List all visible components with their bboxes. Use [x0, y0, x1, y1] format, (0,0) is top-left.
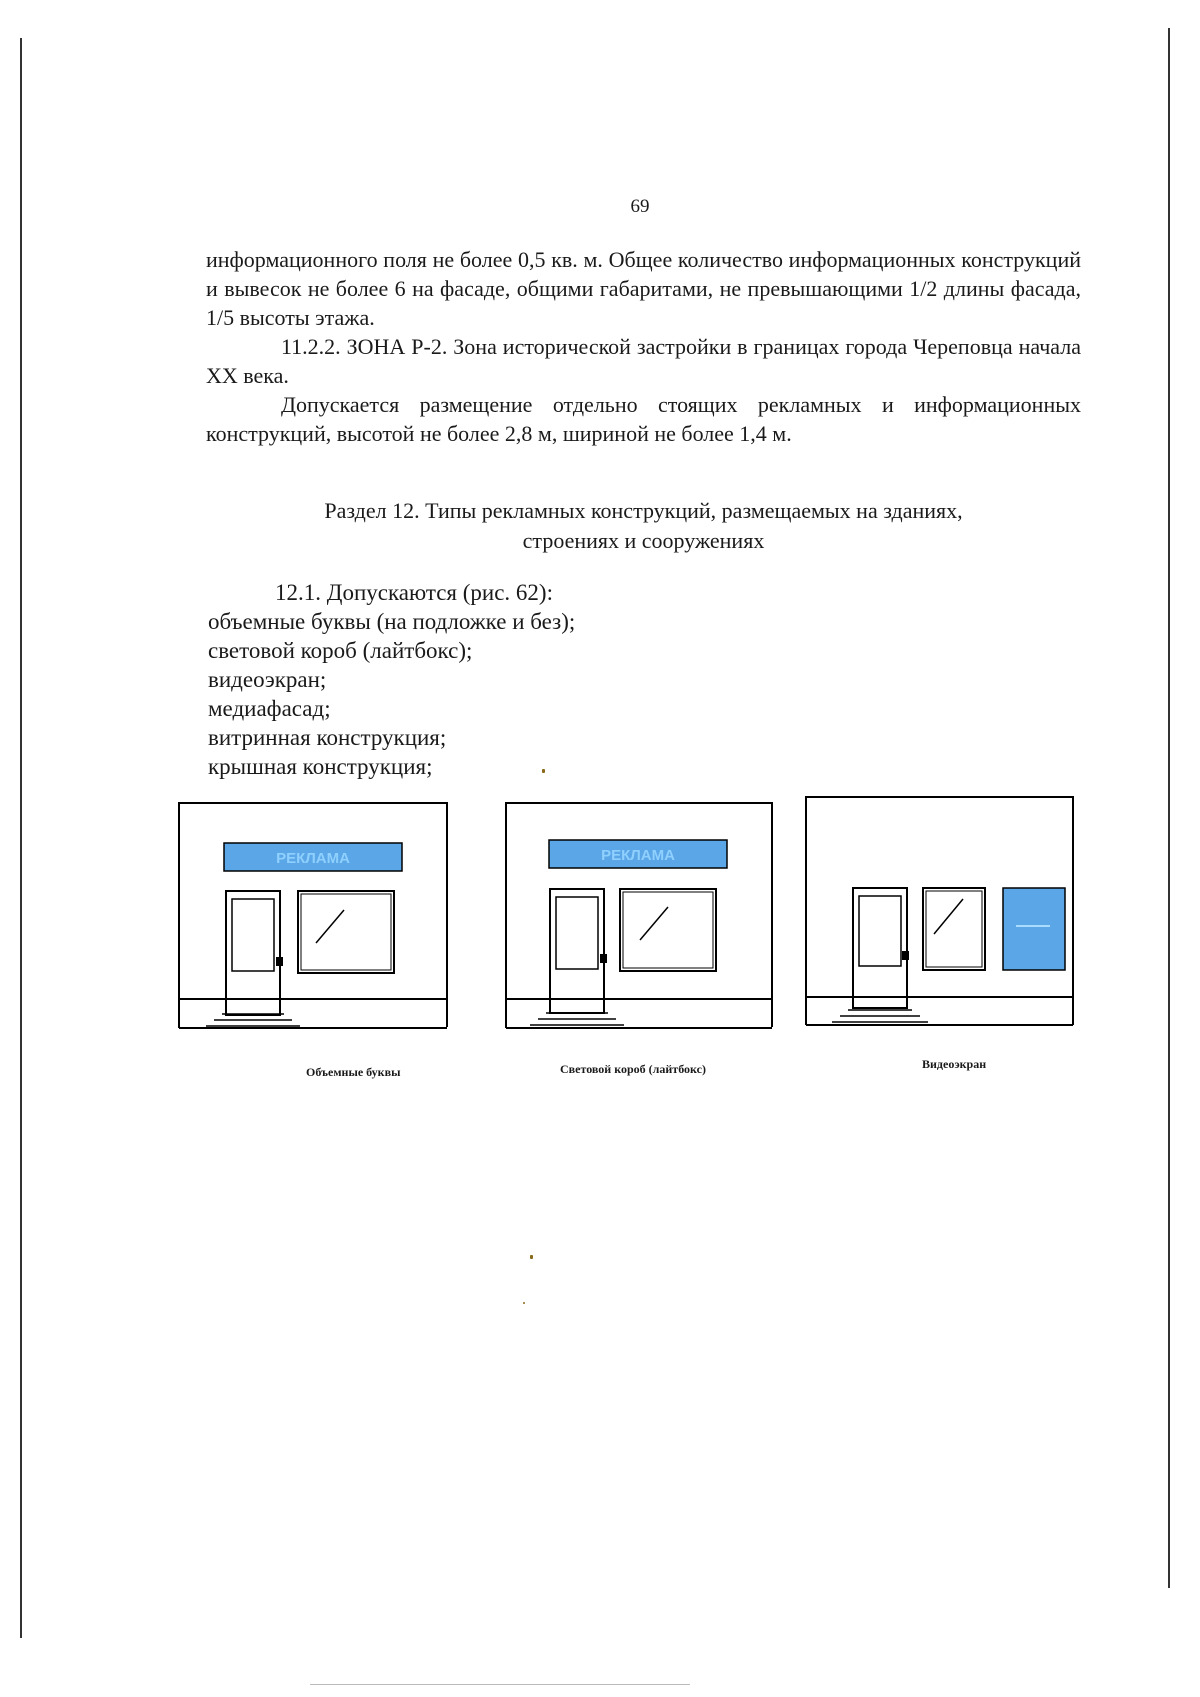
- section-title: [206, 496, 1081, 556]
- list-item: крышная конструкция;: [208, 754, 433, 779]
- figure-caption-lightbox: Световой короб (лайтбокс): [560, 1062, 706, 1076]
- scan-speck: [523, 1302, 525, 1304]
- scan-border-right: [1168, 28, 1170, 1588]
- list-item: видеоэкран;: [208, 667, 327, 692]
- list-item: объемные буквы (на подложке и без);: [208, 609, 576, 634]
- list-item: световой короб (лайтбокс);: [208, 638, 473, 663]
- list-item: витринная конструкция;: [208, 725, 447, 750]
- scan-border-bottom: [310, 1684, 690, 1685]
- figure-caption-video-screen: Видеоэкран: [922, 1057, 987, 1071]
- scan-speck: [542, 769, 545, 773]
- figure-caption-volumetric-letters: Объемные буквы: [306, 1065, 401, 1079]
- facade-illustrations: [176, 795, 1096, 1095]
- paragraph-continuation: информационного поля не более 0,5 кв. м. Общее количество информационных конструкций и вывесок не более 6 на фасаде, общими габаритами, не превышающими 1/2 длины фасада, 1/5 высоты этажа.: [206, 247, 1081, 330]
- facade-lightbox: [506, 803, 772, 1028]
- construction-type-list: [208, 607, 575, 781]
- list-item: медиафасад;: [208, 696, 331, 721]
- section-title-line-2: строениях и сооружениях: [522, 528, 765, 553]
- scan-speck: [530, 1255, 533, 1259]
- figure-62: [176, 795, 1096, 1095]
- list-intro: 12.1. Допускаются (рис. 62):: [275, 580, 553, 605]
- page-number: 69: [630, 196, 650, 217]
- scan-border-left: [20, 38, 22, 1638]
- sign-text: РЕКЛАМА: [601, 847, 675, 864]
- section-title-line-1: Раздел 12. Типы рекламных конструкций, размещаемых на зданиях,: [324, 498, 963, 523]
- facade-video-screen: [806, 797, 1073, 1025]
- paragraph-zone-r2: 11.2.2. ЗОНА Р-2. Зона исторической застройки в границах города Череповца начала XX века.: [206, 334, 1081, 388]
- facade-volumetric-letters: [179, 803, 447, 1028]
- video-screen-panel: [1003, 888, 1065, 970]
- sign-text: РЕКЛАМА: [276, 850, 350, 867]
- paragraph-permitted: Допускается размещение отдельно стоящих рекламных и информационных конструкций, высотой не более 2,8 м, шириной не более 1,4 м.: [206, 392, 1081, 446]
